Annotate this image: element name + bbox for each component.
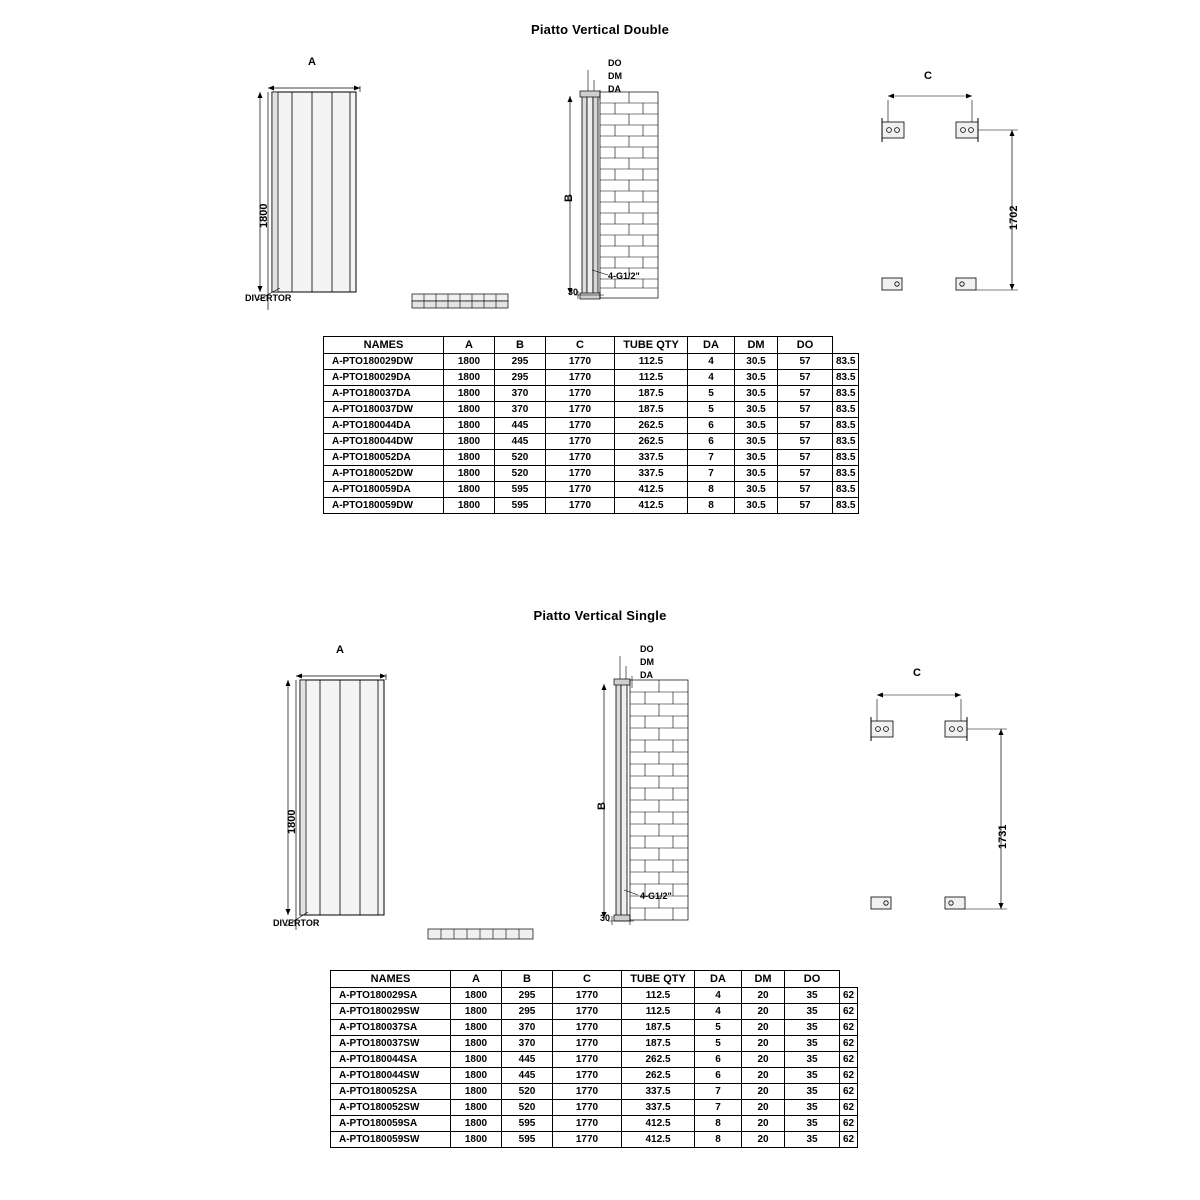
table-cell: 295 bbox=[502, 988, 553, 1004]
table-row bbox=[331, 1020, 858, 1036]
table-row bbox=[331, 1100, 858, 1116]
table-cell: 1800 bbox=[451, 988, 502, 1004]
table-cell: 1770 bbox=[553, 1132, 622, 1148]
table-row bbox=[324, 386, 859, 402]
table-cell: 20 bbox=[742, 1116, 785, 1132]
table-cell: 1800 bbox=[451, 1100, 502, 1116]
table-cell: 83.5 bbox=[833, 418, 859, 434]
table-cell: 35 bbox=[785, 1036, 840, 1052]
table-cell: 1800 bbox=[451, 1036, 502, 1052]
table-cell: 445 bbox=[502, 1068, 553, 1084]
table-cell: 262.5 bbox=[615, 434, 688, 450]
front-view-single bbox=[273, 644, 478, 938]
table-cell: 1800 bbox=[444, 450, 495, 466]
table-cell: 1770 bbox=[553, 1068, 622, 1084]
table-row bbox=[324, 450, 859, 466]
table-cell: 112.5 bbox=[622, 1004, 695, 1020]
table-cell-name: A-PTO180059SW bbox=[331, 1132, 451, 1148]
table-cell: 1770 bbox=[546, 466, 615, 482]
side-view-bottom-dim-double: 30 bbox=[568, 287, 579, 297]
spec-table-double bbox=[323, 336, 859, 514]
table-cell: 1800 bbox=[451, 1116, 502, 1132]
table-cell: 30.5 bbox=[735, 434, 778, 450]
table-cell: 520 bbox=[495, 450, 546, 466]
table-cell: 1800 bbox=[451, 1132, 502, 1148]
table-cell: 4 bbox=[695, 988, 742, 1004]
table-cell: 30.5 bbox=[735, 466, 778, 482]
table-cell: 595 bbox=[502, 1132, 553, 1148]
th-do: DO bbox=[778, 337, 833, 354]
table-cell: 370 bbox=[502, 1020, 553, 1036]
table-cell-name: A-PTO180044DA bbox=[324, 418, 444, 434]
table-cell: 6 bbox=[688, 418, 735, 434]
table-cell: 5 bbox=[695, 1036, 742, 1052]
table-cell: 57 bbox=[778, 498, 833, 514]
bracket-view-height-label-single: 1731 bbox=[997, 824, 1009, 849]
table-cell: 1800 bbox=[444, 482, 495, 498]
front-view-height-label-single: 1800 bbox=[286, 809, 298, 834]
th-names: NAMES bbox=[331, 971, 451, 988]
table-cell: 595 bbox=[502, 1116, 553, 1132]
table-cell: 62 bbox=[840, 1116, 858, 1132]
table-cell: 1770 bbox=[553, 1084, 622, 1100]
front-view-divertor-label-double: DIVERTOR bbox=[245, 293, 292, 303]
table-cell-name: A-PTO180029SW bbox=[331, 1004, 451, 1020]
table-cell-name: A-PTO180044SW bbox=[331, 1068, 451, 1084]
table-cell: 57 bbox=[778, 450, 833, 466]
section-title-double: Piatto Vertical Double bbox=[530, 22, 670, 37]
table-cell: 57 bbox=[778, 354, 833, 370]
th-c: C bbox=[553, 971, 622, 988]
plan-strip-single bbox=[428, 925, 538, 947]
table-cell: 445 bbox=[495, 434, 546, 450]
table-cell: 295 bbox=[495, 354, 546, 370]
table-cell: 83.5 bbox=[833, 402, 859, 418]
table-cell: 1770 bbox=[553, 1116, 622, 1132]
table-cell: 445 bbox=[502, 1052, 553, 1068]
table-cell: 1800 bbox=[444, 498, 495, 514]
table-cell: 1800 bbox=[451, 1004, 502, 1020]
th-da: DA bbox=[695, 971, 742, 988]
table-cell: 412.5 bbox=[615, 498, 688, 514]
th-dm: DM bbox=[735, 337, 778, 354]
side-view-label-do-single: DO bbox=[640, 644, 654, 654]
table-row bbox=[324, 466, 859, 482]
table-cell: 5 bbox=[688, 402, 735, 418]
th-b: B bbox=[495, 337, 546, 354]
table-cell: 295 bbox=[502, 1004, 553, 1020]
table-cell: 7 bbox=[688, 466, 735, 482]
table-row bbox=[324, 354, 859, 370]
table-cell: 30.5 bbox=[735, 402, 778, 418]
table-row bbox=[324, 482, 859, 498]
table-cell: 7 bbox=[695, 1100, 742, 1116]
spec-table-single-element bbox=[330, 970, 858, 1148]
table-cell: 1770 bbox=[546, 482, 615, 498]
table-cell: 1770 bbox=[546, 498, 615, 514]
th-da: DA bbox=[688, 337, 735, 354]
table-cell: 30.5 bbox=[735, 482, 778, 498]
table-cell: 6 bbox=[688, 434, 735, 450]
table-cell: 1800 bbox=[444, 418, 495, 434]
table-cell: 187.5 bbox=[615, 402, 688, 418]
th-names: NAMES bbox=[324, 337, 444, 354]
table-cell: 62 bbox=[840, 1052, 858, 1068]
table-cell: 30.5 bbox=[735, 370, 778, 386]
table-cell: 4 bbox=[688, 370, 735, 386]
table-cell: 262.5 bbox=[615, 418, 688, 434]
table-cell: 62 bbox=[840, 1100, 858, 1116]
table-cell: 520 bbox=[495, 466, 546, 482]
side-view-label-da-double: DA bbox=[608, 84, 621, 94]
table-cell-name: A-PTO180052DW bbox=[324, 466, 444, 482]
table-cell: 370 bbox=[502, 1036, 553, 1052]
table-cell: 20 bbox=[742, 1100, 785, 1116]
table-cell: 35 bbox=[785, 1020, 840, 1036]
table-cell: 1800 bbox=[444, 402, 495, 418]
side-view-connection-label-double: 4-G1/2" bbox=[608, 271, 640, 281]
bracket-view-single bbox=[845, 667, 1035, 925]
table-cell: 1770 bbox=[553, 1020, 622, 1036]
front-view-divertor-label-single: DIVERTOR bbox=[273, 918, 320, 928]
table-cell: 262.5 bbox=[622, 1068, 695, 1084]
table-cell-name: A-PTO180037SW bbox=[331, 1036, 451, 1052]
th-tube-qty: TUBE QTY bbox=[615, 337, 688, 354]
table-cell: 1800 bbox=[451, 1068, 502, 1084]
table-cell-name: A-PTO180059DW bbox=[324, 498, 444, 514]
table-row bbox=[331, 988, 858, 1004]
table-cell: 20 bbox=[742, 1084, 785, 1100]
table-cell: 337.5 bbox=[622, 1100, 695, 1116]
table-cell: 1770 bbox=[546, 370, 615, 386]
table-cell-name: A-PTO180044SA bbox=[331, 1052, 451, 1068]
table-cell: 62 bbox=[840, 1132, 858, 1148]
table-cell: 20 bbox=[742, 1052, 785, 1068]
bracket-view-width-label-double: C bbox=[924, 70, 932, 82]
th-tube-qty: TUBE QTY bbox=[622, 971, 695, 988]
table-cell: 1770 bbox=[546, 450, 615, 466]
table-row bbox=[331, 1132, 858, 1148]
table-cell-name: A-PTO180029DW bbox=[324, 354, 444, 370]
table-cell: 187.5 bbox=[622, 1036, 695, 1052]
table-body-single bbox=[331, 988, 858, 1148]
table-cell: 1800 bbox=[451, 1084, 502, 1100]
table-cell: 412.5 bbox=[615, 482, 688, 498]
table-cell: 1800 bbox=[451, 1052, 502, 1068]
table-cell: 1800 bbox=[451, 1020, 502, 1036]
plan-strip-double bbox=[412, 290, 512, 314]
table-cell: 30.5 bbox=[735, 354, 778, 370]
table-cell: 1770 bbox=[546, 402, 615, 418]
spec-table-double-element bbox=[323, 336, 859, 514]
table-cell: 62 bbox=[840, 1036, 858, 1052]
table-cell: 187.5 bbox=[615, 386, 688, 402]
table-cell-name: A-PTO180029SA bbox=[331, 988, 451, 1004]
bracket-view-height-label-double: 1702 bbox=[1008, 205, 1020, 230]
table-cell-name: A-PTO180052DA bbox=[324, 450, 444, 466]
table-cell: 62 bbox=[840, 1068, 858, 1084]
table-cell: 7 bbox=[688, 450, 735, 466]
table-cell: 57 bbox=[778, 466, 833, 482]
table-cell: 20 bbox=[742, 1068, 785, 1084]
table-cell: 83.5 bbox=[833, 498, 859, 514]
table-cell: 412.5 bbox=[622, 1132, 695, 1148]
table-row bbox=[331, 1068, 858, 1084]
table-cell: 20 bbox=[742, 1004, 785, 1020]
table-row bbox=[331, 1116, 858, 1132]
front-view-width-label-double: A bbox=[308, 56, 316, 68]
table-cell: 83.5 bbox=[833, 386, 859, 402]
table-cell: 20 bbox=[742, 988, 785, 1004]
table-cell: 30.5 bbox=[735, 418, 778, 434]
table-cell: 445 bbox=[495, 418, 546, 434]
table-cell-name: A-PTO180044DW bbox=[324, 434, 444, 450]
table-cell: 1770 bbox=[546, 418, 615, 434]
table-cell: 1800 bbox=[444, 386, 495, 402]
table-cell: 57 bbox=[778, 482, 833, 498]
table-cell: 35 bbox=[785, 1116, 840, 1132]
table-cell: 1770 bbox=[553, 1036, 622, 1052]
table-row bbox=[331, 1004, 858, 1020]
table-cell: 62 bbox=[840, 988, 858, 1004]
table-cell: 8 bbox=[688, 482, 735, 498]
table-cell: 370 bbox=[495, 402, 546, 418]
table-cell: 35 bbox=[785, 1132, 840, 1148]
table-row bbox=[324, 418, 859, 434]
table-cell: 112.5 bbox=[622, 988, 695, 1004]
table-cell: 295 bbox=[495, 370, 546, 386]
table-cell: 5 bbox=[688, 386, 735, 402]
table-cell: 8 bbox=[688, 498, 735, 514]
table-cell: 57 bbox=[778, 418, 833, 434]
table-row bbox=[331, 1036, 858, 1052]
table-cell: 62 bbox=[840, 1084, 858, 1100]
th-a: A bbox=[451, 971, 502, 988]
th-a: A bbox=[444, 337, 495, 354]
table-cell: 370 bbox=[495, 386, 546, 402]
table-cell: 35 bbox=[785, 1084, 840, 1100]
table-row bbox=[324, 434, 859, 450]
th-c: C bbox=[546, 337, 615, 354]
table-cell: 1770 bbox=[546, 386, 615, 402]
table-row bbox=[331, 1052, 858, 1068]
side-view-single bbox=[592, 644, 722, 928]
table-cell: 83.5 bbox=[833, 450, 859, 466]
front-view-double bbox=[245, 56, 450, 320]
side-view-connection-label-single: 4-G1/2" bbox=[640, 891, 672, 901]
table-cell-name: A-PTO180037DW bbox=[324, 402, 444, 418]
table-cell-name: A-PTO180037DA bbox=[324, 386, 444, 402]
table-cell: 83.5 bbox=[833, 466, 859, 482]
table-cell: 1770 bbox=[546, 354, 615, 370]
table-cell-name: A-PTO180052SW bbox=[331, 1100, 451, 1116]
side-view-double bbox=[560, 60, 690, 310]
table-row bbox=[324, 370, 859, 386]
spec-table-single bbox=[330, 970, 858, 1148]
table-cell: 337.5 bbox=[622, 1084, 695, 1100]
side-view-height-label-double: B bbox=[563, 194, 575, 202]
table-cell: 8 bbox=[695, 1132, 742, 1148]
table-cell: 30.5 bbox=[735, 498, 778, 514]
table-cell: 20 bbox=[742, 1036, 785, 1052]
table-cell: 262.5 bbox=[622, 1052, 695, 1068]
table-cell: 7 bbox=[695, 1084, 742, 1100]
table-cell: 520 bbox=[502, 1084, 553, 1100]
table-cell: 35 bbox=[785, 988, 840, 1004]
table-cell: 6 bbox=[695, 1052, 742, 1068]
table-header-row bbox=[331, 971, 858, 988]
table-cell-name: A-PTO180029DA bbox=[324, 370, 444, 386]
side-view-label-da-single: DA bbox=[640, 670, 653, 680]
table-cell: 1770 bbox=[553, 1052, 622, 1068]
table-cell: 4 bbox=[688, 354, 735, 370]
table-cell: 1800 bbox=[444, 466, 495, 482]
section-double bbox=[0, 22, 1200, 37]
table-cell: 520 bbox=[502, 1100, 553, 1116]
table-cell: 1800 bbox=[444, 434, 495, 450]
table-cell: 57 bbox=[778, 386, 833, 402]
table-row bbox=[331, 1084, 858, 1100]
th-do: DO bbox=[785, 971, 840, 988]
table-cell: 83.5 bbox=[833, 434, 859, 450]
side-view-label-do-double: DO bbox=[608, 58, 622, 68]
table-cell: 35 bbox=[785, 1052, 840, 1068]
table-cell: 1800 bbox=[444, 370, 495, 386]
bracket-view-double bbox=[860, 70, 1040, 308]
table-cell: 8 bbox=[695, 1116, 742, 1132]
table-row bbox=[324, 402, 859, 418]
th-dm: DM bbox=[742, 971, 785, 988]
table-body-double bbox=[324, 354, 859, 514]
table-cell: 112.5 bbox=[615, 370, 688, 386]
table-cell: 187.5 bbox=[622, 1020, 695, 1036]
table-cell: 1770 bbox=[546, 434, 615, 450]
section-title-single: Piatto Vertical Single bbox=[533, 608, 667, 623]
table-cell: 57 bbox=[778, 370, 833, 386]
table-cell: 20 bbox=[742, 1132, 785, 1148]
table-cell: 1770 bbox=[553, 988, 622, 1004]
side-view-label-dm-single: DM bbox=[640, 657, 654, 667]
table-cell: 83.5 bbox=[833, 370, 859, 386]
table-cell: 5 bbox=[695, 1020, 742, 1036]
front-view-width-label-single: A bbox=[336, 644, 344, 656]
bracket-view-width-label-single: C bbox=[913, 667, 921, 679]
table-cell: 83.5 bbox=[833, 354, 859, 370]
table-cell: 6 bbox=[695, 1068, 742, 1084]
table-cell: 595 bbox=[495, 482, 546, 498]
table-cell: 4 bbox=[695, 1004, 742, 1020]
table-cell: 112.5 bbox=[615, 354, 688, 370]
side-view-height-label-single: B bbox=[596, 802, 608, 810]
side-view-bottom-dim-single: 30 bbox=[600, 913, 611, 923]
table-cell: 412.5 bbox=[622, 1116, 695, 1132]
table-cell-name: A-PTO180059SA bbox=[331, 1116, 451, 1132]
table-cell: 1770 bbox=[553, 1100, 622, 1116]
table-header-row bbox=[324, 337, 859, 354]
table-cell-name: A-PTO180037SA bbox=[331, 1020, 451, 1036]
table-cell: 57 bbox=[778, 434, 833, 450]
table-cell: 62 bbox=[840, 1020, 858, 1036]
table-cell: 35 bbox=[785, 1068, 840, 1084]
table-cell: 1800 bbox=[444, 354, 495, 370]
table-cell: 337.5 bbox=[615, 466, 688, 482]
table-cell: 30.5 bbox=[735, 450, 778, 466]
table-cell: 62 bbox=[840, 1004, 858, 1020]
table-cell: 595 bbox=[495, 498, 546, 514]
table-cell-name: A-PTO180059DA bbox=[324, 482, 444, 498]
section-single bbox=[0, 608, 1200, 623]
table-cell: 57 bbox=[778, 402, 833, 418]
th-b: B bbox=[502, 971, 553, 988]
table-cell-name: A-PTO180052SA bbox=[331, 1084, 451, 1100]
table-cell: 337.5 bbox=[615, 450, 688, 466]
front-view-height-label-double: 1800 bbox=[258, 203, 270, 228]
side-view-label-dm-double: DM bbox=[608, 71, 622, 81]
table-cell: 1770 bbox=[553, 1004, 622, 1020]
table-cell: 35 bbox=[785, 1004, 840, 1020]
table-cell: 83.5 bbox=[833, 482, 859, 498]
table-cell: 35 bbox=[785, 1100, 840, 1116]
table-row bbox=[324, 498, 859, 514]
table-cell: 30.5 bbox=[735, 386, 778, 402]
table-cell: 20 bbox=[742, 1020, 785, 1036]
